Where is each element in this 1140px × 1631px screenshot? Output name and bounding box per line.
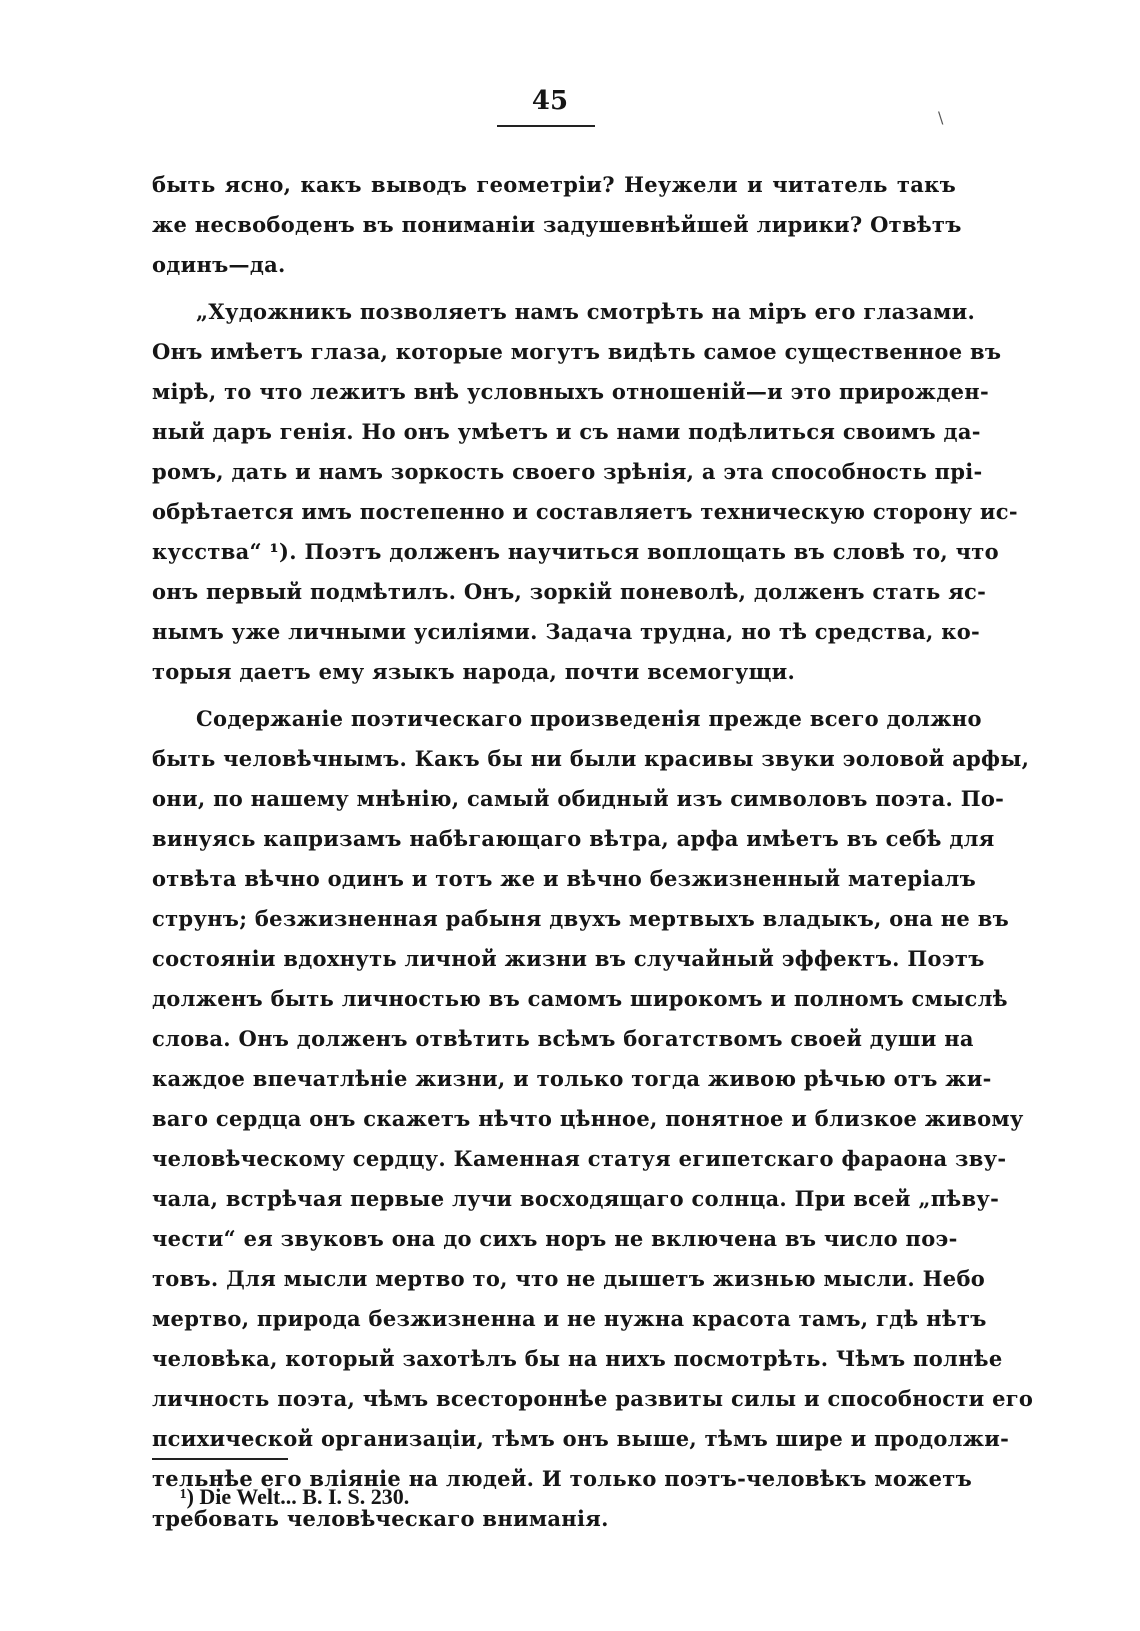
text-line: слова. Онъ долженъ отвѣтить всѣмъ богатствомъ своей души на <box>152 1026 974 1051</box>
header-rule <box>497 125 595 127</box>
text-line: психической организаціи, тѣмъ онъ выше, тѣмъ шире и продолжи- <box>152 1426 1010 1451</box>
text-line: кусства“ ¹). Поэтъ долженъ научиться воплощать въ словѣ то, что <box>152 539 999 564</box>
text-line: торыя даетъ ему языкъ народа, почти всемогущи. <box>152 659 796 684</box>
text-line: мертво, природа безжизненна и не нужна красота тамъ, гдѣ нѣтъ <box>152 1306 987 1331</box>
paragraph-2 <box>152 292 1018 692</box>
text-line: быть человѣчнымъ. Какъ бы ни были красивы звуки эоловой арфы, <box>152 746 1030 771</box>
text-line: Онъ имѣетъ глаза, которые могутъ видѣть самое существенное въ <box>152 339 1002 364</box>
text-line: же несвободенъ въ пониманіи задушевнѣйшей лирики? Отвѣтъ <box>152 212 962 237</box>
footnote-rule <box>152 1458 288 1460</box>
text-line: чести“ ея звуковъ она до сихъ норъ не включена въ число поэ- <box>152 1226 958 1251</box>
text-line: человѣческому сердцу. Каменная статуя египетскаго фараона зву- <box>152 1146 1007 1171</box>
footnote: ¹) Die Welt... B. I. S. 230. <box>180 1484 410 1509</box>
text-line: одинъ—да. <box>152 252 286 277</box>
text-line: обрѣтается имъ постепенно и составляетъ техническую сторону ис- <box>152 499 1018 524</box>
text-line: винуясь капризамъ набѣгающаго вѣтра, арфа имѣетъ въ себѣ для <box>152 826 995 851</box>
text-line: быть ясно, какъ выводъ геометріи? Неужели и читатель такъ <box>152 172 956 197</box>
text-line: состояніи вдохнуть личной жизни въ случайный эффектъ. Поэтъ <box>152 946 985 971</box>
body-text <box>152 165 1034 1546</box>
text-line: долженъ быть личностью въ самомъ широкомъ и полномъ смыслѣ <box>152 986 1008 1011</box>
text-line: чала, встрѣчая первые лучи восходящаго солнца. При всей „пѣву- <box>152 1186 1000 1211</box>
text-line: Содержаніе поэтическаго произведенія прежде всего должно <box>196 706 982 731</box>
paragraph-3 <box>152 699 1034 1539</box>
text-line: тельнѣе его вліяніе на людей. И только поэтъ-человѣкъ можетъ <box>152 1466 973 1491</box>
text-line: каждое впечатлѣніе жизни, и только тогда живою рѣчью отъ жи- <box>152 1066 992 1091</box>
scan-speck: \ <box>938 108 944 127</box>
text-line: ваго сердца онъ скажетъ нѣчто цѣнное, понятное и близкое живому <box>152 1106 1024 1131</box>
paragraph-1 <box>152 165 962 285</box>
text-line: онъ первый подмѣтилъ. Онъ, зоркій поневолѣ, долженъ стать яс- <box>152 579 987 604</box>
text-line: „Художникъ позволяетъ намъ смотрѣть на міръ его глазами. <box>196 299 976 324</box>
text-line: личность поэта, чѣмъ всестороннѣе развиты силы и способности его <box>152 1386 1034 1411</box>
text-line: ромъ, дать и намъ зоркость своего зрѣнія, а эта способность прі- <box>152 459 983 484</box>
text-line: отвѣта вѣчно одинъ и тотъ же и вѣчно безжизненный матеріалъ <box>152 866 977 891</box>
text-line: мірѣ, то что лежитъ внѣ условныхъ отношеній—и это прирожден- <box>152 379 989 404</box>
text-line: они, по нашему мнѣнію, самый обидный изъ символовъ поэта. По- <box>152 786 1005 811</box>
text-line: человѣка, который захотѣлъ бы на нихъ посмотрѣть. Чѣмъ полнѣе <box>152 1346 1003 1371</box>
page-number: 45 <box>531 86 569 116</box>
text-line: товъ. Для мысли мертво то, что не дышетъ жизнью мысли. Небо <box>152 1266 986 1291</box>
text-line: ный даръ генія. Но онъ умѣетъ и съ нами подѣлиться своимъ да- <box>152 419 981 444</box>
text-line: нымъ уже личными усиліями. Задача трудна, но тѣ средства, ко- <box>152 619 981 644</box>
text-line: требовать человѣческаго вниманія. <box>152 1506 609 1531</box>
text-line: струнъ; безжизненная рабыня двухъ мертвыхъ владыкъ, она не въ <box>152 906 1010 931</box>
